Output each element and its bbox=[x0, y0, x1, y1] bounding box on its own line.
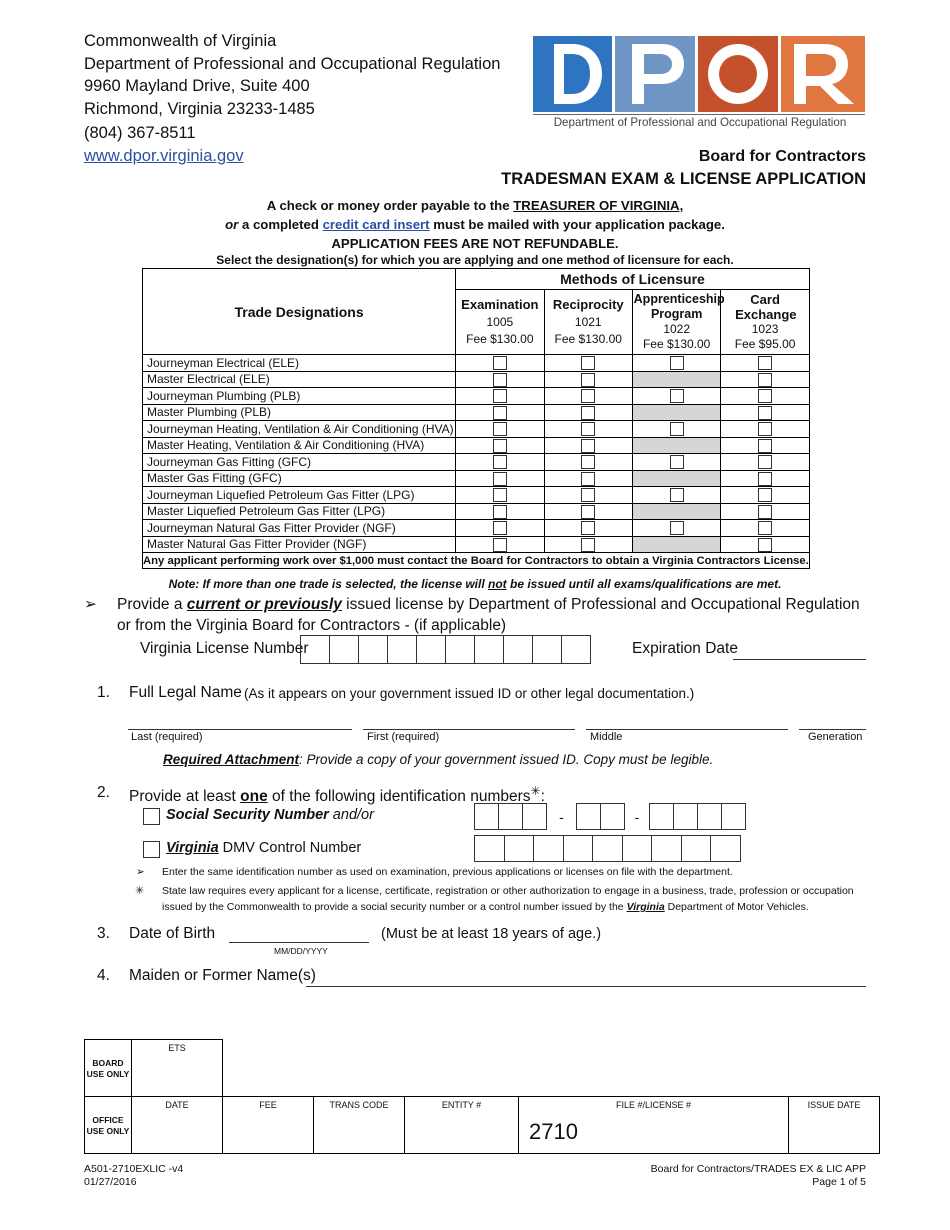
page-footer bbox=[651, 1163, 866, 1189]
agency-address bbox=[84, 30, 500, 167]
board-name: Board for Contractors bbox=[698, 148, 866, 165]
trans-code-cell: TRANS CODE bbox=[314, 1097, 405, 1154]
license-digit-box[interactable] bbox=[445, 635, 475, 664]
license-digit-box[interactable] bbox=[503, 635, 533, 664]
examination-checkbox[interactable] bbox=[493, 439, 507, 453]
trade-row bbox=[143, 421, 810, 438]
address-line: Commonwealth of Virginia bbox=[84, 32, 277, 50]
board-use-label: BOARD USE ONLY bbox=[85, 1040, 132, 1097]
reciprocity-cell bbox=[544, 470, 632, 487]
ssn-label: Social Security Number and/or bbox=[166, 807, 374, 823]
unavailable-cell bbox=[632, 536, 720, 553]
issue-date-cell: ISSUE DATE bbox=[789, 1097, 880, 1154]
apprenticeship-checkbox[interactable] bbox=[670, 422, 684, 436]
apprenticeship-cell bbox=[632, 388, 720, 405]
method-apprenticeship-header: Apprenticeship Program 1022 Fee $130.00 bbox=[632, 290, 720, 355]
trade-row bbox=[143, 454, 810, 471]
examination-cell bbox=[456, 388, 544, 405]
examination-checkbox[interactable] bbox=[493, 356, 507, 370]
reciprocity-cell bbox=[544, 520, 632, 537]
multi-trade-note: Note: If more than one trade is selected, the license will not be issued until all exams/qualifications are met. bbox=[168, 577, 782, 591]
reciprocity-checkbox[interactable] bbox=[581, 472, 595, 486]
age-requirement-note: (Must be at least 18 years of age.) bbox=[381, 926, 602, 942]
trade-name: Journeyman Natural Gas Fitter Provider (NGF) bbox=[143, 520, 456, 537]
dmv-digit-box[interactable] bbox=[533, 835, 564, 862]
middle-name-field[interactable] bbox=[586, 729, 788, 730]
trade-row bbox=[143, 437, 810, 454]
license-number-label: Virginia License Number bbox=[140, 640, 309, 657]
asterisk-icon: ✳ bbox=[530, 784, 541, 798]
examination-cell bbox=[456, 421, 544, 438]
apprenticeship-cell bbox=[632, 421, 720, 438]
last-name-caption: Last (required) bbox=[131, 731, 203, 743]
examination-checkbox[interactable] bbox=[493, 455, 507, 469]
examination-checkbox[interactable] bbox=[493, 505, 507, 519]
unavailable-cell bbox=[632, 437, 720, 454]
trade-name: Master Plumbing (PLB) bbox=[143, 404, 456, 421]
examination-cell bbox=[456, 371, 544, 388]
trade-row bbox=[143, 355, 810, 372]
reciprocity-cell bbox=[544, 388, 632, 405]
full-legal-name-hint: (As it appears on your government issued ID or other legal documentation.) bbox=[244, 686, 695, 701]
card-exchange-checkbox[interactable] bbox=[758, 538, 772, 552]
card-exchange-cell bbox=[721, 404, 809, 421]
card-exchange-checkbox[interactable] bbox=[758, 521, 772, 535]
card-exchange-checkbox[interactable] bbox=[758, 356, 772, 370]
license-digit-box[interactable] bbox=[532, 635, 562, 664]
date-format-caption: MM/DD/YYYY bbox=[274, 946, 328, 956]
former-names-field[interactable] bbox=[306, 986, 866, 987]
card-exchange-cell bbox=[721, 470, 809, 487]
card-exchange-checkbox[interactable] bbox=[758, 472, 772, 486]
current-license-section: ➢ Provide a current or previously issued license by Department of Professional and Occupational Regulation or from the Virginia Board for Contractors - (if applicable) bbox=[84, 596, 860, 634]
required-attachment-note: Required Attachment: Provide a copy of your government issued ID. Copy must be legible. bbox=[163, 752, 714, 767]
unavailable-cell bbox=[632, 470, 720, 487]
method-examination-header: Examination 1005 Fee $130.00 bbox=[456, 290, 544, 355]
reciprocity-checkbox[interactable] bbox=[581, 356, 595, 370]
reciprocity-cell bbox=[544, 487, 632, 504]
examination-checkbox[interactable] bbox=[493, 389, 507, 403]
reciprocity-checkbox[interactable] bbox=[581, 373, 595, 387]
question-number: 4. bbox=[97, 967, 110, 984]
phone-number: (804) 367-8511 bbox=[84, 124, 196, 142]
question-number: 2. bbox=[97, 784, 110, 801]
reciprocity-checkbox[interactable] bbox=[581, 439, 595, 453]
address-line: Department of Professional and Occupational Regulation bbox=[84, 54, 501, 73]
apprenticeship-checkbox[interactable] bbox=[670, 356, 684, 370]
reciprocity-checkbox[interactable] bbox=[581, 505, 595, 519]
card-exchange-checkbox[interactable] bbox=[758, 406, 772, 420]
trade-row bbox=[143, 388, 810, 405]
license-digit-box[interactable] bbox=[329, 635, 359, 664]
file-number-value: 2710 bbox=[529, 1119, 578, 1144]
license-digit-box[interactable] bbox=[416, 635, 446, 664]
trade-name: Journeyman Gas Fitting (GFC) bbox=[143, 454, 456, 471]
office-use-label: OFFICE USE ONLY bbox=[85, 1097, 132, 1154]
unavailable-cell bbox=[632, 371, 720, 388]
select-instruction: Select the designation(s) for which you are applying and one method of licensure for each. bbox=[216, 253, 734, 267]
trade-row bbox=[143, 371, 810, 388]
examination-cell bbox=[456, 437, 544, 454]
payment-instructions bbox=[0, 196, 950, 268]
license-digit-box[interactable] bbox=[474, 635, 504, 664]
examination-cell bbox=[456, 470, 544, 487]
trade-name: Journeyman Electrical (ELE) bbox=[143, 355, 456, 372]
instr-text: a completed bbox=[238, 217, 323, 232]
date-cell: DATE bbox=[132, 1097, 223, 1154]
card-exchange-cell bbox=[721, 421, 809, 438]
card-exchange-cell bbox=[721, 520, 809, 537]
no-refund-text: APPLICATION FEES ARE NOT REFUNDABLE. bbox=[331, 236, 619, 251]
arrow-bullet-icon: ➢ bbox=[84, 596, 97, 613]
dmv-digit-box[interactable] bbox=[563, 835, 594, 862]
card-exchange-cell bbox=[721, 503, 809, 520]
form-title: TRADESMAN EXAM & LICENSE APPLICATION bbox=[501, 170, 866, 188]
middle-name-caption: Middle bbox=[590, 731, 623, 743]
dmv-digit-box[interactable] bbox=[651, 835, 682, 862]
examination-checkbox[interactable] bbox=[493, 406, 507, 420]
credit-card-insert-link[interactable]: credit card insert bbox=[322, 217, 430, 232]
generation-field[interactable] bbox=[799, 729, 866, 730]
card-exchange-cell bbox=[721, 371, 809, 388]
reciprocity-cell bbox=[544, 437, 632, 454]
card-exchange-cell bbox=[721, 487, 809, 504]
apprenticeship-cell bbox=[632, 454, 720, 471]
unavailable-cell bbox=[632, 503, 720, 520]
examination-checkbox[interactable] bbox=[493, 472, 507, 486]
examination-cell bbox=[456, 503, 544, 520]
reciprocity-cell bbox=[544, 404, 632, 421]
examination-cell bbox=[456, 355, 544, 372]
full-legal-name-label: Full Legal Name bbox=[129, 684, 242, 701]
ssn-checkbox[interactable] bbox=[143, 808, 160, 825]
examination-checkbox[interactable] bbox=[493, 521, 507, 535]
trade-name: Journeyman Plumbing (PLB) bbox=[143, 388, 456, 405]
dpor-logo bbox=[532, 34, 867, 134]
license-digit-box[interactable] bbox=[387, 635, 417, 664]
reciprocity-checkbox[interactable] bbox=[581, 455, 595, 469]
reciprocity-checkbox[interactable] bbox=[581, 422, 595, 436]
form-id: A501-2710EXLIC -v4 bbox=[84, 1163, 184, 1175]
form-heading bbox=[501, 146, 866, 190]
apprenticeship-cell bbox=[632, 487, 720, 504]
instr-text: must be mailed with your application package. bbox=[429, 217, 725, 232]
address-line: 9960 Mayland Drive, Suite 400 bbox=[84, 77, 310, 95]
first-name-field[interactable] bbox=[363, 729, 575, 730]
expiration-date-field[interactable] bbox=[733, 659, 866, 660]
method-reciprocity-header: Reciprocity 1021 Fee $130.00 bbox=[544, 290, 632, 355]
instr-text: or bbox=[225, 217, 239, 232]
question-number: 3. bbox=[97, 925, 110, 942]
dmv-label: Virginia DMV Control Number bbox=[166, 840, 362, 856]
apprenticeship-cell bbox=[632, 520, 720, 537]
card-exchange-checkbox[interactable] bbox=[758, 505, 772, 519]
dash: - bbox=[634, 808, 640, 825]
apprenticeship-checkbox[interactable] bbox=[670, 389, 684, 403]
trade-row bbox=[143, 503, 810, 520]
reciprocity-cell bbox=[544, 536, 632, 553]
trade-row bbox=[143, 520, 810, 537]
examination-cell bbox=[456, 454, 544, 471]
card-exchange-checkbox[interactable] bbox=[758, 488, 772, 502]
question-number: 1. bbox=[97, 684, 110, 701]
generation-caption: Generation bbox=[808, 731, 863, 743]
reciprocity-cell bbox=[544, 355, 632, 372]
examination-checkbox[interactable] bbox=[493, 538, 507, 552]
ets-cell: ETS bbox=[132, 1040, 223, 1097]
trade-name: Master Gas Fitting (GFC) bbox=[143, 470, 456, 487]
card-exchange-cell bbox=[721, 437, 809, 454]
examination-cell bbox=[456, 520, 544, 537]
dmv-control-input[interactable] bbox=[474, 835, 741, 862]
dmv-digit-box[interactable] bbox=[592, 835, 623, 862]
asterisk-icon: ✳ bbox=[135, 885, 145, 897]
reciprocity-cell bbox=[544, 371, 632, 388]
trade-row bbox=[143, 404, 810, 421]
unavailable-cell bbox=[632, 404, 720, 421]
first-name-caption: First (required) bbox=[367, 731, 440, 743]
reciprocity-checkbox[interactable] bbox=[581, 406, 595, 420]
reciprocity-checkbox[interactable] bbox=[581, 389, 595, 403]
address-line: Richmond, Virginia 23233-1485 bbox=[84, 99, 315, 118]
reciprocity-cell bbox=[544, 503, 632, 520]
footer-form-name: Board for Contractors/TRADES EX & LIC APP bbox=[650, 1163, 866, 1175]
method-card-exchange-header: Card Exchange 1023 Fee $95.00 bbox=[721, 290, 809, 355]
card-exchange-checkbox[interactable] bbox=[758, 373, 772, 387]
reciprocity-cell bbox=[544, 454, 632, 471]
reciprocity-checkbox[interactable] bbox=[581, 538, 595, 552]
trade-designations-header: Trade Designations bbox=[143, 269, 456, 355]
dash: - bbox=[559, 808, 564, 825]
state-law-note: State law requires every applicant for a license, certificate, registration or other authorization to engage in a business, trade, profession or occupation issued by the Commonwealth to provide a social security number or a control number issued by the Virginia Department of Motor Vehicles. bbox=[162, 885, 854, 913]
dmv-digit-box[interactable] bbox=[710, 835, 741, 862]
examination-checkbox[interactable] bbox=[493, 373, 507, 387]
examination-cell bbox=[456, 404, 544, 421]
trade-name: Master Natural Gas Fitter Provider (NGF) bbox=[143, 536, 456, 553]
examination-checkbox[interactable] bbox=[493, 488, 507, 502]
file-license-caption: FILE #/LICENSE # bbox=[615, 1100, 692, 1110]
page-number: Page 1 of 5 bbox=[812, 1176, 866, 1188]
reciprocity-checkbox[interactable] bbox=[581, 488, 595, 502]
reciprocity-cell bbox=[544, 421, 632, 438]
id-numbers-label: Provide at least one of the following identification numbers✳: bbox=[129, 784, 545, 806]
card-exchange-checkbox[interactable] bbox=[758, 455, 772, 469]
arrow-bullet-icon: ➢ bbox=[136, 866, 145, 878]
fee-cell: FEE bbox=[223, 1097, 314, 1154]
card-exchange-checkbox[interactable] bbox=[758, 422, 772, 436]
website-link[interactable]: www.dpor.virginia.gov bbox=[84, 146, 244, 165]
card-exchange-cell bbox=[721, 388, 809, 405]
trade-row bbox=[143, 487, 810, 504]
license-number-input[interactable] bbox=[301, 635, 591, 664]
licensure-table bbox=[142, 268, 810, 569]
apprenticeship-checkbox[interactable] bbox=[670, 488, 684, 502]
instr-text: A check or money order payable to the bbox=[266, 198, 514, 213]
methods-header: Methods of Licensure bbox=[456, 269, 810, 290]
apprenticeship-checkbox[interactable] bbox=[670, 455, 684, 469]
card-exchange-cell bbox=[721, 536, 809, 553]
expiration-date-label: Expiration Date bbox=[632, 640, 738, 657]
dmv-digit-box[interactable] bbox=[622, 835, 653, 862]
examination-checkbox[interactable] bbox=[493, 422, 507, 436]
form-id-footer bbox=[84, 1163, 183, 1189]
logo-caption: Department of Professional and Occupational Regulation bbox=[553, 116, 847, 129]
reciprocity-checkbox[interactable] bbox=[581, 521, 595, 535]
trade-name: Journeyman Heating, Ventilation & Air Conditioning (HVA) bbox=[143, 421, 456, 438]
trade-name: Journeyman Liquefied Petroleum Gas Fitter (LPG) bbox=[143, 487, 456, 504]
dmv-digit-box[interactable] bbox=[474, 835, 505, 862]
last-name-field[interactable] bbox=[128, 729, 352, 730]
entity-cell: ENTITY # bbox=[405, 1097, 519, 1154]
card-exchange-cell bbox=[721, 454, 809, 471]
treasurer-text: TREASURER OF VIRGINIA bbox=[513, 198, 680, 213]
trade-row bbox=[143, 536, 810, 553]
trade-name: Master Liquefied Petroleum Gas Fitter (LPG) bbox=[143, 503, 456, 520]
same-id-note: Enter the same identification number as used on examination, previous applications or licenses on file with the department. bbox=[162, 866, 733, 878]
dmv-digit-box[interactable] bbox=[681, 835, 712, 862]
card-exchange-cell bbox=[721, 355, 809, 372]
instr-text: , bbox=[679, 198, 684, 213]
ssn-input[interactable] bbox=[474, 803, 746, 830]
file-license-cell bbox=[519, 1097, 789, 1154]
trade-name: Master Electrical (ELE) bbox=[143, 371, 456, 388]
date-of-birth-field[interactable] bbox=[229, 942, 369, 943]
contractor-license-footnote: Any applicant performing work over $1,000 must contact the Board for Contractors to obtain a Virginia Contractors License. bbox=[143, 554, 809, 567]
examination-cell bbox=[456, 487, 544, 504]
license-digit-box[interactable] bbox=[561, 635, 591, 664]
dmv-digit-box[interactable] bbox=[504, 835, 535, 862]
examination-cell bbox=[456, 536, 544, 553]
date-of-birth-label: Date of Birth bbox=[129, 925, 216, 942]
license-digit-box[interactable] bbox=[358, 635, 388, 664]
card-exchange-checkbox[interactable] bbox=[758, 439, 772, 453]
license-digit-box[interactable] bbox=[300, 635, 330, 664]
apprenticeship-checkbox[interactable] bbox=[670, 521, 684, 535]
trade-row bbox=[143, 470, 810, 487]
apprenticeship-cell bbox=[632, 355, 720, 372]
dmv-checkbox[interactable] bbox=[143, 841, 160, 858]
former-names-label: Maiden or Former Name(s) bbox=[129, 967, 316, 984]
card-exchange-checkbox[interactable] bbox=[758, 389, 772, 403]
form-date: 01/27/2016 bbox=[84, 1176, 137, 1188]
office-use-table bbox=[84, 1039, 880, 1154]
trade-name: Master Heating, Ventilation & Air Conditioning (HVA) bbox=[143, 437, 456, 454]
